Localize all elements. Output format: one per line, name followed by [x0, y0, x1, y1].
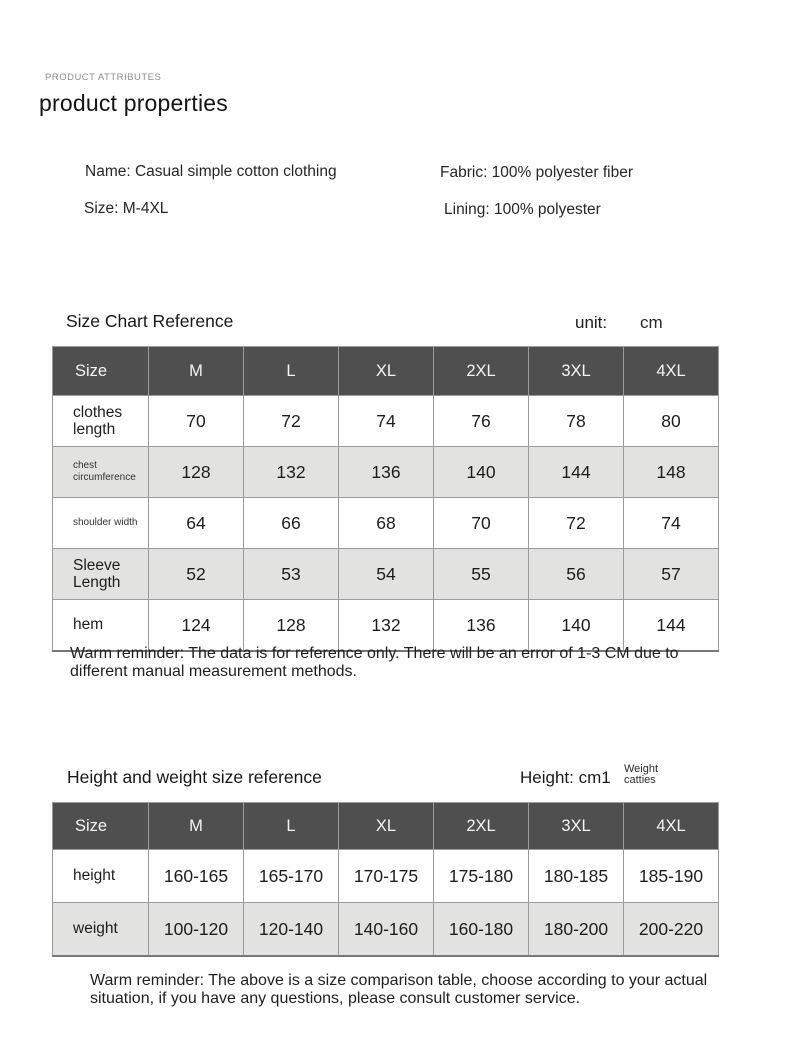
- size-chart-unit-label: unit:: [575, 313, 608, 332]
- attribute-fabric: Fabric: 100% polyester fiber: [440, 164, 633, 181]
- column-header: L: [244, 803, 339, 850]
- value-cell: 180-185: [529, 850, 624, 903]
- column-header: 2XL: [434, 347, 529, 396]
- value-cell: 144: [624, 600, 719, 652]
- table-row: [53, 447, 719, 498]
- table-row: [53, 600, 719, 652]
- table-header-row: [53, 347, 719, 396]
- value-cell: 72: [244, 396, 339, 447]
- value-cell: 132: [244, 447, 339, 498]
- corner-header-size: Size: [53, 803, 149, 850]
- height-unit-label: Height: cm1: [520, 768, 611, 787]
- size-chart-table-wrapper: [52, 346, 719, 652]
- value-cell: 72: [529, 498, 624, 549]
- row-label: weight: [53, 903, 149, 957]
- value-cell: 52: [149, 549, 244, 600]
- value-cell: 140: [529, 600, 624, 652]
- column-header: M: [149, 803, 244, 850]
- value-cell: 165-170: [244, 850, 339, 903]
- column-header: L: [244, 347, 339, 396]
- value-cell: 100-120: [149, 903, 244, 957]
- value-cell: 68: [339, 498, 434, 549]
- value-cell: 144: [529, 447, 624, 498]
- value-cell: 74: [339, 396, 434, 447]
- height-weight-reminder: Warm reminder: The above is a size comparison table, choose according to your actual situation, if you have any questions, please consult customer service.: [90, 972, 708, 1007]
- value-cell: 180-200: [529, 903, 624, 957]
- value-cell: 74: [624, 498, 719, 549]
- weight-unit-label: [624, 764, 658, 785]
- value-cell: 124: [149, 600, 244, 652]
- table-header-row: [53, 803, 719, 850]
- size-chart-unit-value: cm: [640, 313, 663, 332]
- column-header: M: [149, 347, 244, 396]
- value-cell: 132: [339, 600, 434, 652]
- value-cell: 70: [149, 396, 244, 447]
- row-label: shoulder width: [53, 498, 149, 549]
- value-cell: 55: [434, 549, 529, 600]
- value-cell: 140-160: [339, 903, 434, 957]
- value-cell: 64: [149, 498, 244, 549]
- value-cell: 76: [434, 396, 529, 447]
- value-cell: 185-190: [624, 850, 719, 903]
- column-header: 4XL: [624, 803, 719, 850]
- value-cell: 136: [339, 447, 434, 498]
- value-cell: 128: [244, 600, 339, 652]
- value-cell: 57: [624, 549, 719, 600]
- column-header: XL: [339, 803, 434, 850]
- value-cell: 140: [434, 447, 529, 498]
- column-header: 2XL: [434, 803, 529, 850]
- weight-unit-line2: catties: [624, 773, 656, 786]
- table-row: [53, 396, 719, 447]
- row-label: chest circumference: [53, 447, 149, 498]
- height-weight-heading: Height and weight size reference: [67, 767, 322, 787]
- value-cell: 170-175: [339, 850, 434, 903]
- table-row: [53, 549, 719, 600]
- value-cell: 54: [339, 549, 434, 600]
- row-label: Sleeve Length: [53, 549, 149, 600]
- row-label: height: [53, 850, 149, 903]
- size-chart-reminder: Warm reminder: The data is for reference only. There will be an error of 1-3 CM due to different manual measurement methods.: [70, 645, 679, 680]
- size-chart-heading: Size Chart Reference: [66, 311, 234, 331]
- attribute-lining: Lining: 100% polyester: [444, 201, 601, 218]
- column-header: 4XL: [624, 347, 719, 396]
- table-row: [53, 498, 719, 549]
- attribute-size: Size: M-4XL: [84, 200, 169, 217]
- height-weight-table-wrapper: [52, 802, 719, 957]
- value-cell: 200-220: [624, 903, 719, 957]
- value-cell: 148: [624, 447, 719, 498]
- value-cell: 53: [244, 549, 339, 600]
- value-cell: 66: [244, 498, 339, 549]
- value-cell: 78: [529, 396, 624, 447]
- row-label: clothes length: [53, 396, 149, 447]
- value-cell: 160-180: [434, 903, 529, 957]
- page-title: product properties: [39, 90, 228, 116]
- column-header: 3XL: [529, 347, 624, 396]
- value-cell: 56: [529, 549, 624, 600]
- table-row: [53, 850, 719, 903]
- value-cell: 70: [434, 498, 529, 549]
- value-cell: 80: [624, 396, 719, 447]
- weight-unit-line1: Weight: [624, 763, 659, 775]
- size-chart-table: [52, 346, 719, 652]
- column-header: XL: [339, 347, 434, 396]
- column-header: 3XL: [529, 803, 624, 850]
- attribute-name: Name: Casual simple cotton clothing: [85, 163, 337, 180]
- table-row: [53, 903, 719, 957]
- corner-header-size: Size: [53, 347, 149, 396]
- value-cell: 175-180: [434, 850, 529, 903]
- value-cell: 128: [149, 447, 244, 498]
- eyebrow-label: PRODUCT ATTRIBUTES: [45, 72, 162, 83]
- row-label: hem: [53, 600, 149, 652]
- value-cell: 160-165: [149, 850, 244, 903]
- value-cell: 120-140: [244, 903, 339, 957]
- height-weight-table: [52, 802, 719, 957]
- value-cell: 136: [434, 600, 529, 652]
